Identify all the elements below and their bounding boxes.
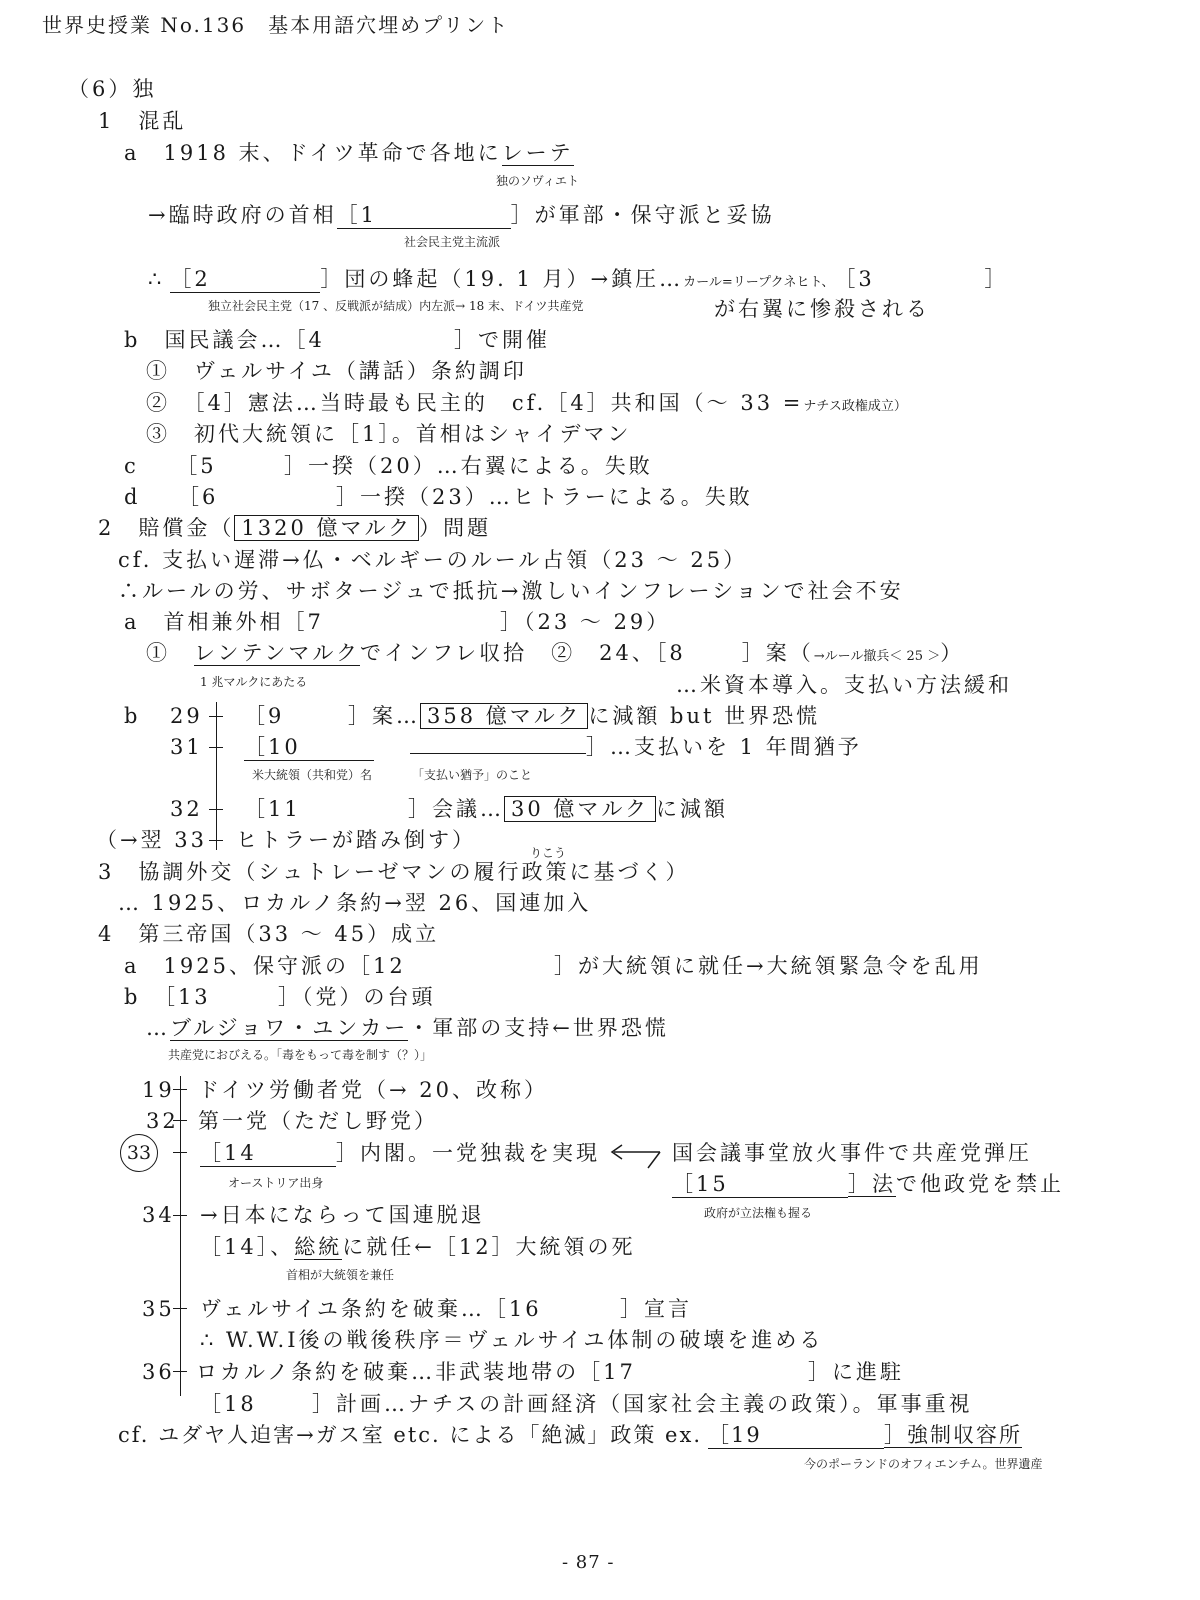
blank-16: ヴェルサイユ条約を破棄…［16 xyxy=(200,1297,542,1321)
year-29: 29 xyxy=(170,704,203,728)
s3-line: … 1925、ロカルノ条約→翌 26、国連加入 xyxy=(118,891,592,915)
s1-title: 1 混乱 xyxy=(98,109,187,133)
s4-support-b: ・軍部の支持←世界恐慌 xyxy=(408,1016,669,1040)
s4-b-b: ］（党）の台頭 xyxy=(278,985,436,1009)
s4-y34-line2 xyxy=(200,1234,636,1260)
blank-15: ［15 xyxy=(672,1171,848,1198)
s4-y35-b: ］宣言 xyxy=(620,1297,692,1321)
s1-d-b: ］一揆（23）…ヒトラーによる。失敗 xyxy=(336,485,753,509)
s4-y33-b: ］内閣。一党独裁を実現 xyxy=(336,1141,600,1165)
year-34: 34 xyxy=(142,1203,175,1227)
s4-support-a: … xyxy=(146,1016,170,1040)
year-32b: 32 xyxy=(146,1109,179,1133)
ruby-rikou: りこう xyxy=(530,846,567,860)
page-title: 世界史授業 No.136 基本用語穴埋めプリント xyxy=(42,13,510,37)
s4-title: 4 第三帝国（33 ～ 45）成立 xyxy=(98,922,440,946)
s4-y36-line xyxy=(196,1359,904,1385)
s2-a1-c: ） xyxy=(940,641,965,665)
s4-y35-line2: ∴ W.W.Ⅰ後の戦後秩序＝ヴェルサイユ体制の破壊を進める xyxy=(200,1328,824,1352)
year-35: 35 xyxy=(142,1297,175,1321)
note-soviet: 独のソヴィエト xyxy=(496,174,580,188)
s2-a1-pre: ① xyxy=(146,641,194,665)
blank-11: ［11 xyxy=(244,797,301,821)
blank-5: c ［5 xyxy=(124,454,217,478)
blank-12: a 1925、保守派の［12 xyxy=(124,954,406,978)
s4-cf-line xyxy=(118,1422,1022,1449)
s1-b-i2a: ② ［4］憲法…当時最も民主的 cf.［4］共和国（～ 33 = xyxy=(146,391,804,415)
note-communist-fear: 共産党におびえる。「毒をもって毒を制す（？）」 xyxy=(168,1048,433,1062)
blank-3: ［3 xyxy=(834,267,875,291)
s1-b-item1: ① ヴェルサイユ（講話）条約調印 xyxy=(146,359,527,383)
s4-y35-line xyxy=(200,1296,692,1322)
term-rentenmark: レンテンマルク xyxy=(194,641,361,665)
s1-a-l2: →臨時政府の首相 xyxy=(148,203,337,227)
s1-a-l2b: ］が軍部・保守派と妥協 xyxy=(510,203,775,227)
s4-a-b: ］が大統領に就任→大統領緊急令を乱用 xyxy=(554,954,983,978)
note-trillion: 1 兆マルクにあたる xyxy=(200,675,308,689)
s4-y19-text: ドイツ労働者党（→ 20、改称） xyxy=(198,1078,548,1102)
year-32: 32 xyxy=(170,797,203,821)
s2-y32-b: ］会議… xyxy=(408,797,504,821)
blank-7: a 首相兼外相［7 xyxy=(124,610,324,634)
note-liebknecht: カール=リープクネヒト、 xyxy=(683,275,835,290)
blank-17: ロカルノ条約を破棄…非武装地帯の［17 xyxy=(196,1360,636,1384)
s1-c-b: ］一揆（20）…右翼による。失敗 xyxy=(284,454,653,478)
blank-4: b 国民議会…［4 xyxy=(124,328,325,352)
term-bourgeois-junker: ブルジョワ・ユンカー xyxy=(170,1016,409,1040)
year-19: 19 xyxy=(142,1078,175,1102)
term-fuhrer: 総統 xyxy=(294,1235,343,1259)
s4-y34-text: →日本にならって国連脱退 xyxy=(200,1203,485,1227)
note-us-president: 米大統領（共和党）名 xyxy=(252,768,373,782)
s2-cf: cf. 支払い遅滞→仏・ベルギーのルール占領（23 ～ 25） xyxy=(118,548,748,572)
blank-13: b ［13 xyxy=(124,985,211,1009)
year-36: 36 xyxy=(142,1360,175,1384)
s2-y32-c: に減額 xyxy=(655,797,728,821)
term-rete: レーテ xyxy=(501,141,574,165)
blank-9: ［9 xyxy=(244,704,285,728)
section-heading: （6）独 xyxy=(68,77,157,101)
s2-a-note2: …米資本導入。支払い方法緩和 xyxy=(676,673,1012,697)
s1-a-pre: a 1918 末、ドイツ革命で各地に xyxy=(124,141,502,165)
s4-y36-b: ］に進駐 xyxy=(808,1360,904,1384)
blank-1: ［1 xyxy=(337,202,511,229)
note-chancellor-president: 首相が大統領を兼任 xyxy=(286,1268,395,1282)
blank-18: ［18 xyxy=(200,1392,257,1416)
blank-3-close: ］ xyxy=(984,267,1009,291)
year-33-reparations: （→翌 33 xyxy=(96,828,207,852)
blank-2: ［2 xyxy=(170,266,320,293)
term-law: 法 xyxy=(872,1172,896,1196)
circled-year: 33 xyxy=(120,1134,158,1172)
s2-therefore: ∴ルールの労、サボタージュで抵抗→激しいインフレーションで社会不安 xyxy=(118,579,904,603)
s2-title-b: ）問題 xyxy=(419,516,492,540)
note-uspd: 独立社会民主党（17 、反戦派が結成）内左派→ 18 末、ドイツ共産党 xyxy=(208,299,584,313)
s1-b-item3: ③ 初代大統領に［1］。首相はシャイデマン xyxy=(146,422,632,446)
s4-y34-2b: に就任←［12］大統領の死 xyxy=(342,1235,636,1259)
note-legislative: 政府が立法権も握る xyxy=(704,1206,813,1220)
s2-title-a: 2 賠償金（ xyxy=(98,516,235,540)
note-nazi: ナチス政権成立） xyxy=(803,399,907,414)
blank-19: ［19 xyxy=(708,1422,884,1449)
s1-a-l3b: ］団の蜂起（19. 1 月）→鎮圧… xyxy=(320,267,684,291)
note-ruhr: →ルール撤兵＜ 25 ＞ xyxy=(813,649,941,664)
s2-y29-c: に減額 but 世界恐慌 xyxy=(588,704,821,728)
s2-y31-b: ］…支払いを 1 年間猶予 xyxy=(586,735,862,759)
s2-a1-b: ］案（ xyxy=(741,641,814,665)
amount-358: 358 億マルク xyxy=(420,703,588,729)
s1-a-line4: が右翼に惨殺される xyxy=(714,297,930,321)
blank-10: ［10 xyxy=(244,734,374,761)
s4-y34-2a: ［14］、 xyxy=(200,1235,295,1259)
s4-cf-a: cf. ユダヤ人迫害→ガス室 etc. による「絶滅」政策 ex. xyxy=(118,1423,703,1447)
s3-title-a: 3 協調外交（シュトレーゼマンの xyxy=(98,860,474,884)
page-number: - 87 - xyxy=(562,1552,615,1573)
s4-side2-d: で他政党を禁止 xyxy=(896,1172,1064,1196)
note-spd: 社会民主党主流派 xyxy=(404,235,501,249)
s4-y36-line2 xyxy=(200,1391,973,1417)
blank-15-close: ］ xyxy=(848,1172,872,1196)
s2-a1-post: でインフレ収拾 ② 24、［8 xyxy=(360,641,686,665)
s4-y32-text: 第一党（ただし野党） xyxy=(198,1109,438,1133)
year-31: 31 xyxy=(170,735,203,759)
amount-30: 30 億マルク xyxy=(504,796,656,822)
s3-title-b: 履行 xyxy=(473,860,522,884)
s4-side2 xyxy=(672,1171,1064,1198)
s2-y29-b: ］案… xyxy=(348,704,420,728)
s2-b-label: b xyxy=(124,704,141,728)
blank-14: ［14 xyxy=(200,1140,336,1167)
amount-1320: 1320 億マルク xyxy=(234,515,419,541)
s4-cf-c: ］強制収容所 xyxy=(884,1423,1023,1447)
note-moratorium: 「支払い猶予」のこと xyxy=(412,768,533,782)
s1-a-l3a: ∴ xyxy=(148,267,165,291)
s4-y36-2b: ］計画…ナチスの計画経済（国家社会主義の政策）。軍事重視 xyxy=(312,1392,973,1416)
s1-b-line2: ］で開催 xyxy=(454,328,550,352)
s4-side1: 国会議事堂放火事件で共産党弾圧 xyxy=(672,1141,1032,1165)
s3-title-c: 政策に基づく） xyxy=(521,860,690,884)
note-oswiecim: 今のポーランドのオフィエンチム。世界遺産 xyxy=(804,1457,1043,1471)
s2-y33-text: ヒトラーが踏み倒す） xyxy=(236,828,476,852)
s2-a-line-b: ］（23 ～ 29） xyxy=(500,610,671,634)
blank-6: d ［6 xyxy=(124,485,219,509)
note-austria: オーストリア出身 xyxy=(228,1176,324,1190)
